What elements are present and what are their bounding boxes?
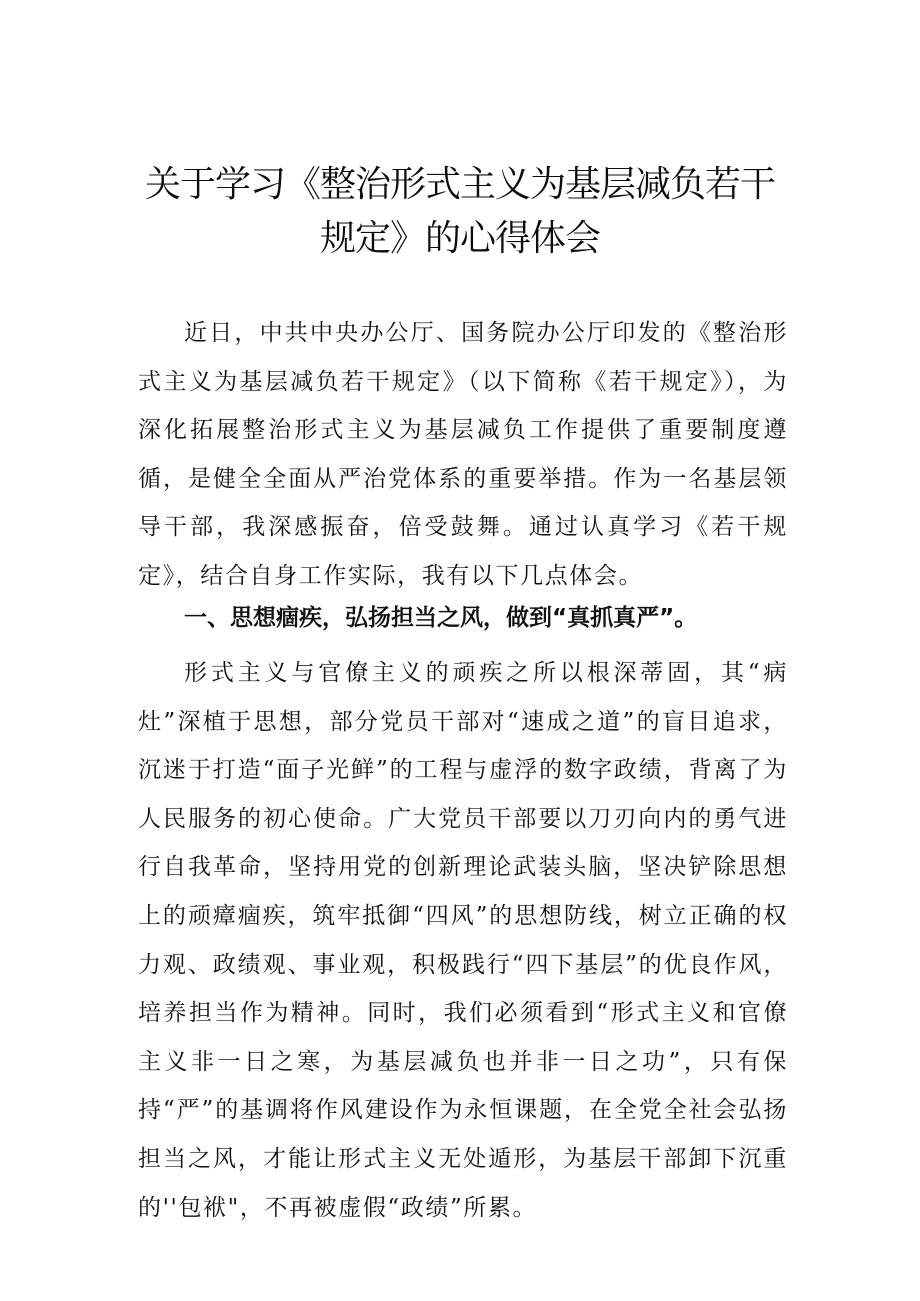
section-heading: 一、思想痼疾，弘扬担当之风，做到“真抓真严”。	[184, 605, 698, 631]
title-line-1: 关于学习《整治形式主义为基层减负若干	[144, 164, 775, 205]
document-title	[120, 158, 800, 266]
intro-paragraph: 近日，中共中央办公厅、国务院办公厅印发的《整治形式主义为基层减负若干规定》（以下简称《若干规定》），为深化拓展整治形式主义为基层减负工作提供了重要制度遵循，是健全全面从严治党体系的重要举措。作为一名基层领导干部，我深感振奋，倍受鼓舞。通过认真学习《若干规定》，结合自身工作实际，我有以下几点体会。	[138, 320, 788, 589]
section-one-paragraph: 形式主义与官僚主义的顽疾之所以根深蒂固，其“病灶”深植于思想，部分党员干部对“速成之道”的盲目追求，沉迷于打造“面子光鲜”的工程与虚浮的数字政绩，背离了为人民服务的初心使命。广大党员干部要以刀刃向内的勇气进行自我革命，坚持用党的创新理论武装头脑，坚决铲除思想上的顽瘴痼疾，筑牢抵御“四风”的思想防线，树立正确的权力观、政绩观、事业观，积极践行“四下基层”的优良作风，培养担当作为精神。同时，我们必须看到“形式主义和官僚主义非一日之寒，为基层减负也并非一日之功”，只有保持“严”的基调将作风建设作为永恒课题，在全党全社会弘扬担当之风，才能让形式主义无处遁形，为基层干部卸下沉重的''包袱"，不再被虚假“政绩”所累。	[138, 660, 788, 1221]
title-line-2: 规定》的心得体会	[319, 218, 600, 259]
